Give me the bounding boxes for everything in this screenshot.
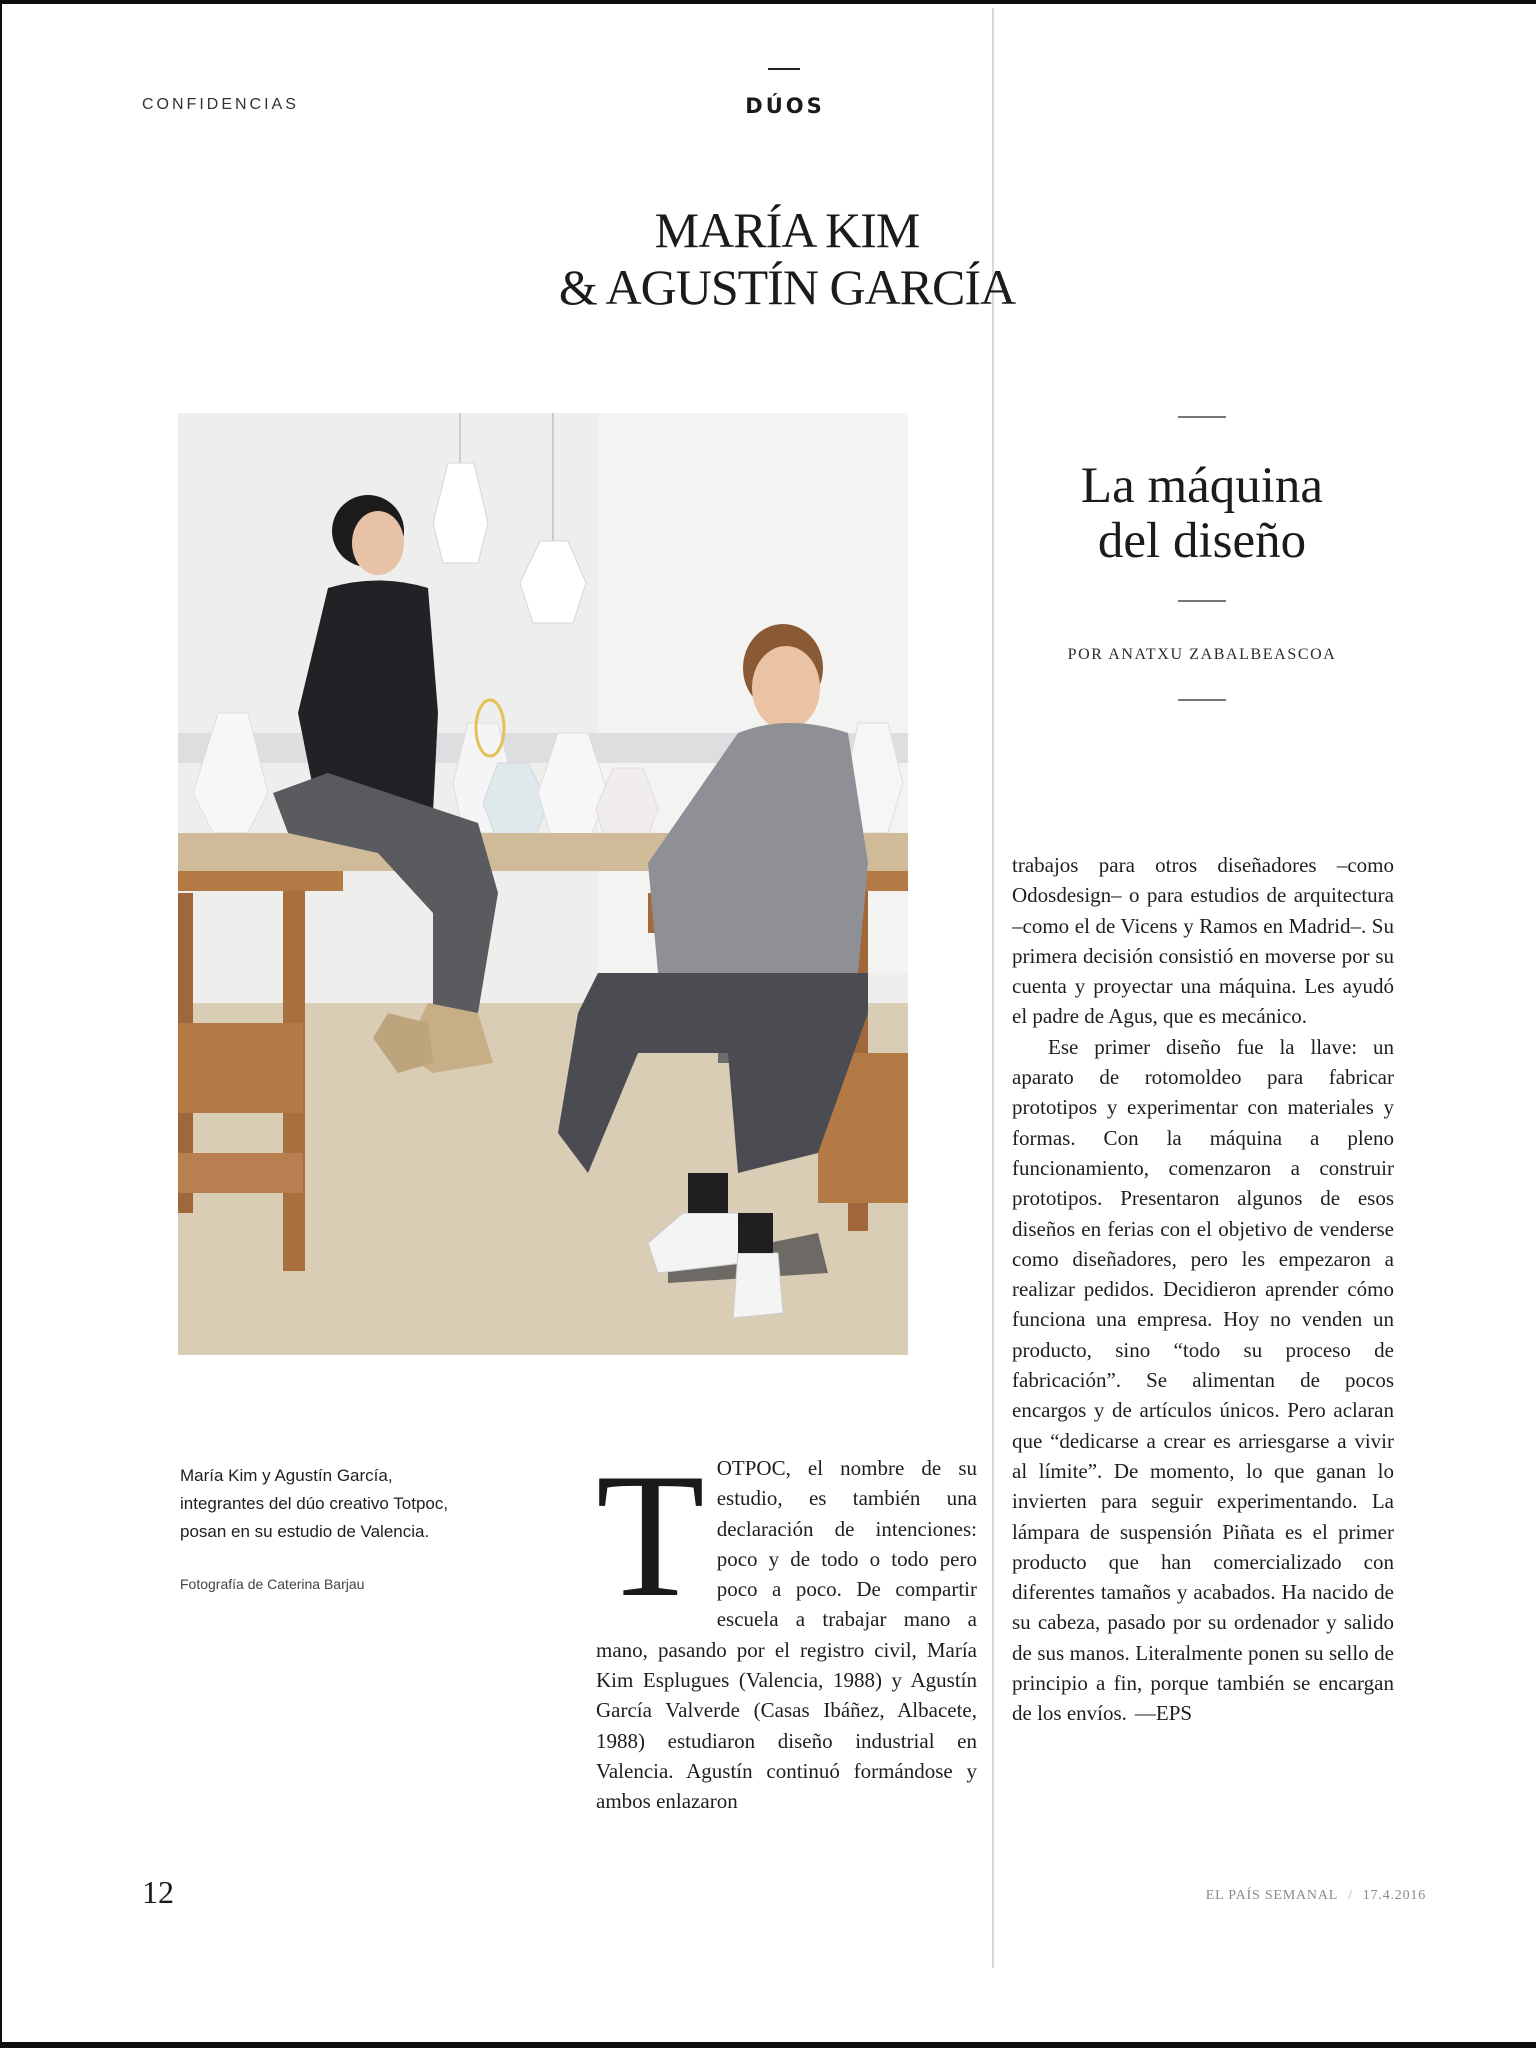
article-paragraph-2: trabajos para otros diseñadores –como Odosdesign– o para estudios de arquitectura –como el de Vicens y Ramos en Madrid–. Su primera decisión consistió en moverse por su cuenta y proyectar una máquina. Les ayudó el padre de Agus, que es mecánico. [1012,853,1394,1029]
footer-separator: / [1348,1888,1353,1903]
headline-line-2: & AGUSTÍN GARCÍA [558,259,1016,315]
photo-credit: Fotografía de Caterina Barjau [180,1576,365,1592]
issue-date: 17.4.2016 [1362,1888,1426,1903]
deck-title-line-1: La máquina [1080,458,1324,514]
article-column-2 [1012,850,1394,1729]
deck-rule-middle [1178,600,1226,602]
byline: POR ANATXU ZABALBEASCOA [1067,646,1337,663]
deck-rule-top [1178,416,1226,418]
portrait-photo [178,413,908,1355]
publication-name: EL PAÍS SEMANAL [1205,1888,1339,1903]
headline-line-1: MARÍA KIM [654,202,920,258]
deck-rule-bottom [1178,699,1226,701]
rubric-label: DÚOS [745,94,825,118]
page-number: 12 [142,1874,174,1910]
signature: —EPS [1134,1701,1193,1726]
deck-title [1032,459,1372,569]
magazine-page [2,4,1536,2042]
section-label: CONFIDENCIAS [142,96,299,113]
deck-title-line-2: del diseño [1097,513,1307,569]
headline [522,202,1052,316]
photo-illustration [178,413,908,1355]
article-paragraph-3 [1012,1032,1394,1729]
publication-footer [1206,1888,1426,1904]
article-paragraph-1: OTPOC, el nombre de su estudio, es también una declaración de intenciones: poco y de todo o todo pero poco a poco. De compartir escuela a trabajar mano a mano, pasando por el registro civil, María Kim Esplugues (Valencia, 1988) y Agustín García Valverde (Casas Ibáñez, Albacete, 1988) estudiaron diseño industrial en Valencia. Agustín continuó formándose y ambos enlazaron [596,1456,977,1814]
article-paragraph-3-text: Ese primer diseño fue la llave: un aparato de rotomoldeo para fabricar prototipos y experimentar con materiales y formas. Con la máquina a pleno funcionamiento, comenzaron a construir prototipos. Presentaron algunos de esos diseños en ferias con el objetivo de venderse como diseñadores, pero les empezaron a realizar pedidos. Decidieron aprender cómo funciona una empresa. Hoy no venden un producto, sino “todo su proceso de fabricación”. Se alimentan de pocos encargos y de artículos únicos. Pero aclaran que “dedicarse a crear es arriesgarse a vivir al límite”. De momento, lo que ganan lo invierten para seguir experimentando. La lámpara de suspensión Piñata es el primer producto que han comercializado con diferentes tamaños y acabados. Ha nacido de su cabeza, pasado por su ordenador y salido de sus manos. Literalmente ponen su sello de principio a fin, porque también se encargan de los envíos. [1012,1034,1394,1726]
article-column-1 [596,1436,977,1817]
rubric-rule [768,68,800,70]
photo-caption: María Kim y Agustín García, integrantes del dúo creativo Totpoc, posan en su estudio de Valencia. [180,1466,449,1541]
drop-cap: T [596,1436,705,1634]
